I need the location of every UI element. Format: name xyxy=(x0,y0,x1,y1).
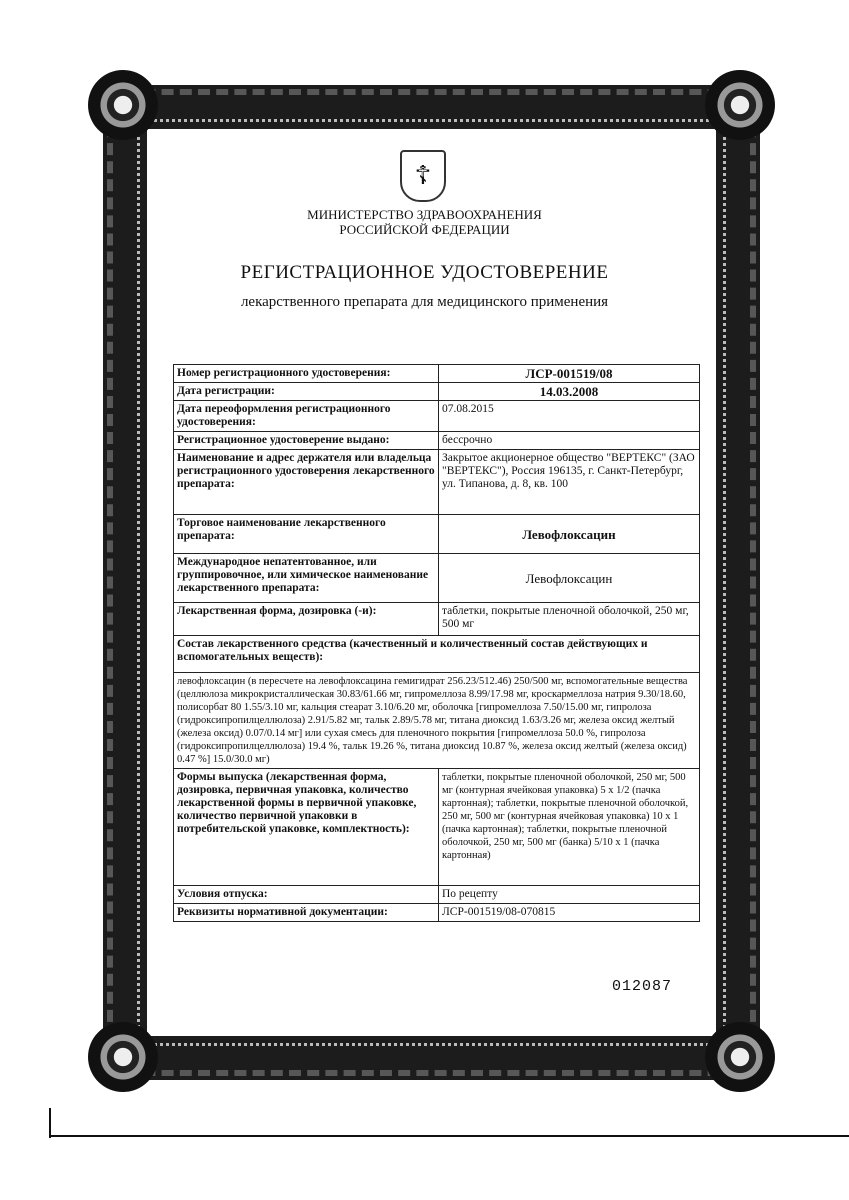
table-row xyxy=(174,673,700,769)
corner-rosette xyxy=(705,1022,775,1092)
row-label: Дата регистрации: xyxy=(174,383,439,401)
table-row xyxy=(174,383,700,401)
row-value: 07.08.2015 xyxy=(439,401,700,432)
table-row xyxy=(174,904,700,922)
row-label: Реквизиты нормативной документации: xyxy=(174,904,439,922)
table-row xyxy=(174,603,700,636)
coat-of-arms-emblem: ☦ xyxy=(400,150,446,202)
ministry-line2: РОССИЙСКОЙ ФЕДЕРАЦИИ xyxy=(339,222,510,237)
row-label: Дата переоформления регистрационного удостоверения: xyxy=(174,401,439,432)
table-row xyxy=(174,769,700,886)
row-label: Номер регистрационного удостоверения: xyxy=(174,365,439,383)
document-subtitle: лекарственного препарата для медицинского применения xyxy=(240,294,609,310)
row-label: Лекарственная форма, дозировка (-и): xyxy=(174,603,439,636)
corner-rosette xyxy=(88,70,158,140)
row-value: Закрытое акционерное общество "ВЕРТЕКС" (ЗАО "ВЕРТЕКС"), Россия 196135, г. Санкт-Петербург, ул. Типанова, д. 8, кв. 100 xyxy=(439,450,700,515)
row-label: Формы выпуска (лекарственная форма, дозировка, первичная упаковка, количество лекарственной формы в первичной упаковке, количество первичной упаковки в потребительской упаковке, комплектность): xyxy=(174,769,439,886)
table-row xyxy=(174,515,700,554)
table-row xyxy=(174,450,700,515)
row-value: 14.03.2008 xyxy=(439,383,700,401)
composition-value: левофлоксацин (в пересчете на левофлоксацина гемигидрат 256.23/512.46) 250/500 мг, вспомогательные вещества (целлюлоза микрокристаллическая 30.83/61.66 мг, гипромеллоза 8.99/17.98 мг, кроскармеллоза натрия 9.30/18.60, полисорбат 80 1.55/3.10 мг, кальция стеарат 3.10/6.20 мг, оболочка [гипромеллоза 7.50/15.00 мг, гипролоза (гидроксипропилцеллюлоза) 2.91/5.82 мг, тальк 2.89/5.78 мг, титана диоксид 1.63/3.26 мг, железа оксид желтый (железа оксид) 0.07/0.14 мг] или сухая смесь для пленочного покрытия [гипромеллоза 50.0 %, гипролоза (гидроксипропилцеллюлоза) 19.4 %, тальк 19.26 %, титана диоксид 10.87 %, железа оксид желтый (железа оксид) 0.47 %] 15.0/30.0 мг) xyxy=(174,673,700,769)
table-row xyxy=(174,554,700,603)
row-value: таблетки, покрытые пленочной оболочкой, 250 мг, 500 мг xyxy=(439,603,700,636)
registration-table xyxy=(173,364,700,922)
row-label: Регистрационное удостоверение выдано: xyxy=(174,432,439,450)
ministry-line1: МИНИСТЕРСТВО ЗДРАВООХРАНЕНИЯ xyxy=(307,207,542,222)
scan-edge-mark xyxy=(49,1108,51,1138)
row-label: Международное непатентованное, или группировочное, или химическое наименование лекарственного препарата: xyxy=(174,554,439,603)
scan-edge-line xyxy=(50,1135,849,1137)
document-title: РЕГИСТРАЦИОННОЕ УДОСТОВЕРЕНИЕ xyxy=(240,262,609,283)
row-label: Условия отпуска: xyxy=(174,886,439,904)
table-row xyxy=(174,886,700,904)
table-row xyxy=(174,636,700,673)
table-row xyxy=(174,401,700,432)
serial-number: 012087 xyxy=(612,978,673,995)
row-value: По рецепту xyxy=(439,886,700,904)
row-value: Левофлоксацин xyxy=(439,554,700,603)
corner-rosette xyxy=(705,70,775,140)
corner-rosette xyxy=(88,1022,158,1092)
table-row xyxy=(174,432,700,450)
row-value: бессрочно xyxy=(439,432,700,450)
row-value: ЛСР-001519/08-070815 xyxy=(439,904,700,922)
row-label: Торговое наименование лекарственного препарата: xyxy=(174,515,439,554)
row-value: таблетки, покрытые пленочной оболочкой, 250 мг, 500 мг (контурная ячейковая упаковка) 5 x 1/2 (пачка картонная); таблетки, покрытые пленочной оболочкой, 250 мг, 500 мг (контурная ячейковая упаковка) 10 x 1 (пачка картонная); таблетки, покрытые пленочной оболочкой, 250 мг, 500 мг (банка) 5/10 x 1 (пачка картонная) xyxy=(439,769,700,886)
row-value: ЛСР-001519/08 xyxy=(439,365,700,383)
row-label: Наименование и адрес держателя или владельца регистрационного удостоверения лекарственного препарата: xyxy=(174,450,439,515)
row-value: Левофлоксацин xyxy=(439,515,700,554)
composition-label: Состав лекарственного средства (качественный и количественный состав действующих и вспомогательных веществ): xyxy=(174,636,700,673)
table-row xyxy=(174,365,700,383)
